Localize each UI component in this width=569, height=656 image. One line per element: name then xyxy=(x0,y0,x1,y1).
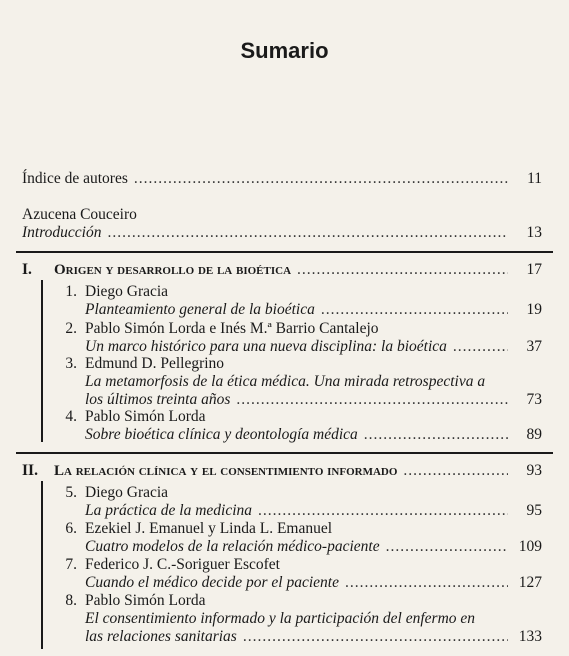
entry-author: Diego Gracia xyxy=(85,283,169,300)
toc-section-1[interactable] xyxy=(22,261,542,279)
page-number: 73 xyxy=(526,391,542,408)
dot-leader xyxy=(134,170,508,188)
toc-entry-chapter-5[interactable] xyxy=(85,502,542,520)
entry-title: Un marco histórico para una nueva disciplina: la bioética xyxy=(85,338,447,355)
page-number: 37 xyxy=(526,338,542,355)
entry-author: Edmund D. Pellegrino xyxy=(85,355,225,372)
page-number: 89 xyxy=(526,426,542,443)
entry-author-line xyxy=(55,320,379,338)
entry-number: 2. xyxy=(65,320,77,337)
section-margin-rule xyxy=(41,280,43,442)
entry-author: Pablo Simón Lorda e Inés M.ª Barrio Cantalejo xyxy=(85,320,379,337)
entry-number: 1. xyxy=(65,283,77,300)
page-number: 17 xyxy=(526,261,542,278)
dot-leader xyxy=(345,574,508,592)
entry-title: Planteamiento general de la bioética xyxy=(85,301,315,318)
toc-entry-chapter-8[interactable] xyxy=(85,628,542,646)
entry-title: Introducción xyxy=(22,224,102,241)
toc-entry-author-index[interactable] xyxy=(22,170,542,188)
entry-title-line: La metamorfosis de la ética médica. Una mirada retrospectiva a xyxy=(85,373,486,390)
entry-author-line xyxy=(55,355,224,373)
page-number: 11 xyxy=(527,170,542,187)
dot-leader xyxy=(403,462,508,480)
entry-author: Pablo Simón Lorda xyxy=(85,592,206,609)
toc-entry-chapter-3[interactable] xyxy=(85,391,542,409)
section-divider xyxy=(16,452,553,454)
toc-section-2[interactable] xyxy=(22,462,542,480)
dot-leader xyxy=(321,301,508,319)
entry-author: Ezekiel J. Emanuel y Linda L. Emanuel xyxy=(85,520,333,537)
entry-title-line: El consentimiento informado y la participación del enfermo en xyxy=(85,610,476,627)
entry-title: La práctica de la medicina xyxy=(85,502,253,519)
dot-leader xyxy=(364,426,508,444)
toc-entry-chapter-4[interactable] xyxy=(85,426,542,444)
entry-title: Índice de autores xyxy=(22,170,128,187)
dot-leader xyxy=(386,538,508,556)
entry-number: 4. xyxy=(65,408,77,425)
entry-number: 6. xyxy=(65,520,77,537)
dot-leader xyxy=(297,261,508,279)
entry-author: Azucena Couceiro xyxy=(22,206,137,223)
dot-leader xyxy=(243,628,508,646)
entry-number: 7. xyxy=(65,556,77,573)
entry-number: 3. xyxy=(65,355,77,372)
page-number: 13 xyxy=(526,224,542,241)
section-title: La relación clínica y el consentimiento informado xyxy=(54,463,398,479)
page-title: Sumario xyxy=(240,38,329,63)
page-number: 127 xyxy=(518,574,542,591)
page-number: 95 xyxy=(526,502,542,519)
entry-number: 8. xyxy=(65,592,77,609)
toc-entry-chapter-2[interactable] xyxy=(85,338,542,356)
dot-leader xyxy=(108,224,509,242)
entry-author-line xyxy=(55,484,168,502)
entry-author-line xyxy=(55,556,280,574)
entry-author-line xyxy=(55,408,206,426)
dot-leader xyxy=(236,391,508,409)
entry-author: Federico J. C.-Soriguer Escofet xyxy=(85,556,280,573)
section-title: Origen y desarrollo de la bioética xyxy=(54,262,292,278)
entry-title: Sobre bioética clínica y deontología médica xyxy=(85,426,358,443)
entry-author-line xyxy=(55,592,206,610)
section-divider xyxy=(16,251,553,253)
entry-author: Diego Gracia xyxy=(85,484,169,501)
entry-author-line xyxy=(55,283,168,301)
entry-title: Cuatro modelos de la relación médico-paciente xyxy=(85,538,380,555)
section-roman: I. xyxy=(22,261,32,278)
toc-entry-chapter-6[interactable] xyxy=(85,538,542,556)
section-roman: II. xyxy=(22,462,38,479)
entry-title: los últimos treinta años xyxy=(85,391,231,408)
entry-number: 5. xyxy=(65,484,77,501)
dot-leader xyxy=(453,338,508,356)
page-number: 19 xyxy=(526,301,542,318)
page-number: 109 xyxy=(518,538,542,555)
entry-title: Cuando el médico decide por el paciente xyxy=(85,574,339,591)
entry-author-line xyxy=(55,520,332,538)
toc-entry-chapter-7[interactable] xyxy=(85,574,542,592)
toc-entry-introduction[interactable] xyxy=(22,224,542,242)
page-number: 133 xyxy=(518,628,542,645)
dot-leader xyxy=(258,502,508,520)
section-margin-rule xyxy=(41,481,43,649)
page-number: 93 xyxy=(526,462,542,479)
entry-title: las relaciones sanitarias xyxy=(85,628,237,645)
entry-author: Pablo Simón Lorda xyxy=(85,408,206,425)
toc-entry-chapter-1[interactable] xyxy=(85,301,542,319)
